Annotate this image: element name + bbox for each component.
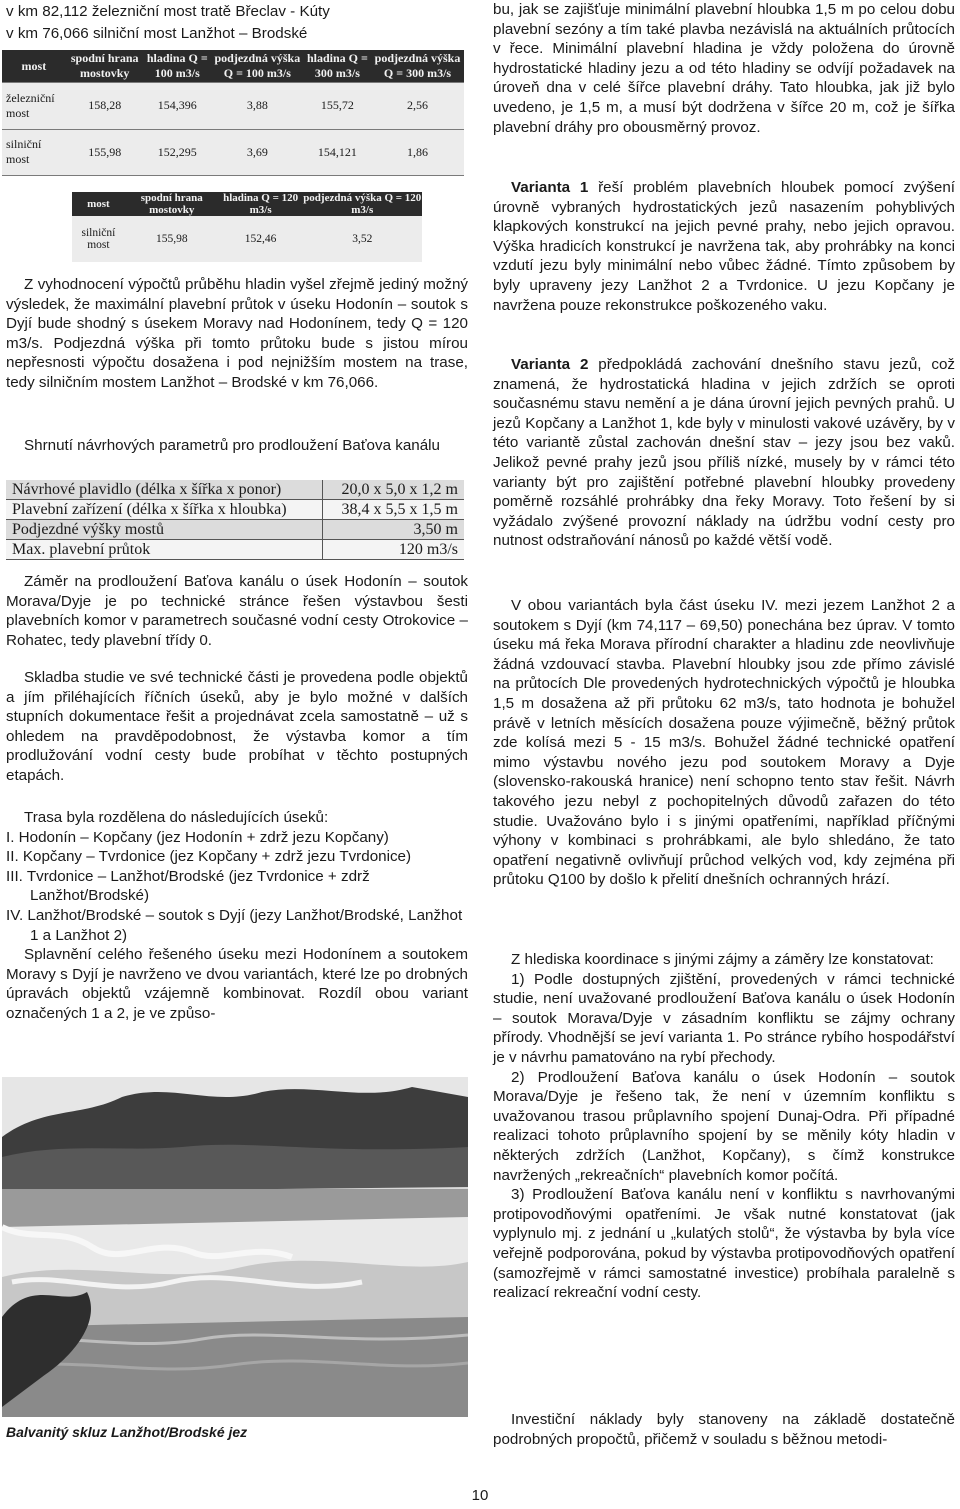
list-item: 3) Prodloužení Baťova kanálu není v konfliktu s navrhovanými protipovodňovými opatřeními. Je však nutné konstatovat (jak vyplynulo mj. z jednání u „kulatých stolů“, že výstavba by byla více veřejně podporována, pokud by výstavba protipovodňových opatření (samozřejmě v rámci samostatné investice) probíhala paralelně s realizací rekreační vodní cesty.: [493, 1186, 955, 1302]
table-row: [72, 216, 422, 262]
paragraph: Z vyhodnocení výpočtů průběhu hladin vyšel zřejmě jediný možný výsledek, že maximální plavební průtok v úseku Hodonín – soutok s Dyjí bude shodný s úsekem Moravy nad Hodonínem, tedy Q = 120 m3/s. Podjezdná výška při tomto průtoku bude s jistou mírou nepřesnosti výpočtu dosažena i pod nejnižším mostem na trase, tedy silničním mostem Lanžhot – Brodské v km 76,066.: [6, 276, 468, 391]
list-item: II. Kopčany – Tvrdonice (jez Kopčany + zdrž jezu Tvrdonice): [6, 848, 412, 866]
list-item: IV. Lanžhot/Brodské – soutok s Dyjí (jezy Lanžhot/Brodské, Lanžhot 1 a Lanžhot 2): [6, 906, 463, 944]
table-cell: 3,69: [211, 129, 304, 176]
paragraph: V obou variantách byla část úseku IV. mezi jezem Lanžhot 2 a soutokem s Dyjí (km 74,117 – 69,50) ponechána bez úprav. V tomto úseku má řeka Morava přírodní charakter a hladinu zde neovlivňuje žádná vzdouvací stavba. Plavební hloubky jsou zde přímo závislé na průtocích Dle provedených hydrotechnických výpočtů je hloubka 1,5 m dosažena až při průtoku 62 m3/s, tato hodnota je bohužel právě v letních měsících dosažena pouze výjimečně, běžný průtok zde kolísá mezi 5 - 15 m3/s. Bohužel žádné technické opatření mimo výstavbu nového jezu pod soutokem Moravy a Dyje (slovensko-rakouská hranice) není schopno tento stav řešit. Návrh takového jezu nebyl z pochopitelných důvodů zařazen do této studie. Uvažováno bylo i s jinými opatřeními, například příčnými výhony v kombinaci s prohrábkami, ale bylo shledáno, že tato opatření negativně ovlivňují průchod velkých vod, kdy zejména při průtoku Q100 by došlo k přelití dnešních ochranných hrází.: [493, 597, 955, 889]
table-cell: 120 m3/s: [322, 540, 464, 560]
weir-photo: [2, 1077, 468, 1417]
weir-photo-image: [2, 1077, 468, 1417]
list-item: III. Tvrdonice – Lanžhot/Brodské (jez Tvrdonice + zdrž Lanžhot/Brodské): [6, 867, 370, 905]
list-item: 1) Podle dostupných zjištění, provedených v rámci technické studie, není uvažované prodloužení Baťova kanálu o úsek Hodonín – soutok Morava/Dyje v zásadním konfliktu se zájmy ochrany přírody. Vhodnější se jeví varianta 1. Po stránce rybího hospodářství je v návrhu pamatováno na rybí přechody.: [493, 970, 955, 1066]
list-item: 2) Prodloužení Baťova kanálu o úsek Hodonín – soutok Morava/Dyje je řešeno tak, že není v územním konfliktu s uvažovanou trasou průplavního spojení Dunaj-Odra. Při případné realizaci tohoto průplavního spojení by se měnily kóty hladin v některých zdržích (Lanžhot, Kopčany), s čímž konstrukce navržených „rekreačních“ plavebních komor počítá.: [493, 1068, 955, 1184]
paragraph: bu, jak se zajišťuje minimální plavební hloubka 1,5 m po celou dobu plavební sezóny a tím také plavba nezávislá na aktuálních průtocích v řece. Minimální plavební hladina je vždy položena do úrovně hydrostatické hladiny jezu a od této hladiny se odvíjí požadavek na úroveň dna v celé šířce plavební dráhy. Tato hloubka, jak již bylo uvedeno, je 1,5 m, a musí být dodržena v šířce 20 m, což je šířka plavební dráhy pro obousměrný provoz.: [493, 1, 955, 136]
table-cell: 38,4 x 5,5 x 1,5 m: [322, 500, 464, 520]
left-list-block: [6, 808, 468, 1024]
right-paragraph-4: [493, 596, 955, 890]
table-cell: 155,72: [304, 83, 371, 130]
table-cell: 1,86: [371, 129, 464, 176]
variant-2-text: předpokládá zachování dnešního stavu jezů, což znamená, že hydrostatická hladina v jejich zdržích se oproti současnému stavu nemění a je dána úrovní jejich pevných prahů. U jezů Kopčany a Lanžhot 1, kde byly v minulosti vakové uzávěry, by v této variantě zůstal zachován dnešní stav – jezy jsou bez vaků. Jelikož pevné prahy jezů jsou příliš nízké, musely by v rámci této varianty být pro zajištění potřebné plavební hloubky provedeny poměrně rozsáhlé prohrábky dna řeky Moravy. Toto řešení by si vyžádalo zvýšené provozní náklady na údržbu vodní cesty pro nutnost odstraňování nánosů po každé větší vodě.: [493, 356, 955, 550]
th-hladina-120: hladina Q = 120 m3/s: [219, 192, 303, 216]
page-number: 10: [471, 1487, 489, 1504]
th-spodni-hrana: spodní hrana mostovky: [125, 192, 219, 216]
th-hladina-100: hladina Q = 100 m3/s: [144, 50, 211, 83]
paragraph: Z hlediska koordinace s jinými zájmy a záměry lze konstatovat:: [511, 951, 934, 968]
table-cell: 152,295: [144, 129, 211, 176]
right-variant-1: [493, 178, 955, 315]
th-spodni-hrana: spodní hrana mostovky: [66, 50, 144, 83]
summary-title: Shrnutí návrhových parametrů pro prodloužení Baťova kanálu: [24, 437, 441, 454]
right-variant-2: [493, 355, 955, 551]
table-cell: 2,56: [371, 83, 464, 130]
table-cell: 3,50 m: [322, 520, 464, 540]
right-paragraph-5: [493, 950, 955, 1303]
table-cell: železniční most: [2, 83, 66, 130]
table-cell: 3,52: [303, 216, 423, 262]
table-row: [2, 129, 464, 176]
bridge-table-2: [72, 192, 422, 262]
table-cell: 20,0 x 5,0 x 1,2 m: [322, 480, 464, 500]
left-column: [6, 0, 468, 43]
left-paragraph-1: [6, 275, 468, 393]
table-cell: Plavební zařízení (délka x šířka x hloubka): [6, 500, 322, 520]
paragraph: Splavnění celého řešeného úseku mezi Hodonínem a soutokem Moravy s Dyjí je navrženo ve dvou variantách, které lze po drobných úpravách objektů vzájemně kombinovat. Rozdíl obou variant označených 1 a 2, je ve způso-: [6, 946, 468, 1022]
table-cell: 154,121: [304, 129, 371, 176]
th-most: most: [2, 50, 66, 83]
paragraph: Investiční náklady byly stanoveny na základě dostatečně podrobných propočtů, přičemž v souladu s běžnou metodi-: [493, 1411, 955, 1448]
table-cell: 155,98: [66, 129, 144, 176]
variant-2-label: Varianta 2: [511, 356, 589, 373]
table-cell: silniční most: [72, 216, 125, 262]
th-podjezdna-100: podjezdná výška Q = 100 m3/s: [211, 50, 304, 83]
table-cell: 158,28: [66, 83, 144, 130]
bridge-table-1: [2, 50, 464, 176]
table-row: [6, 520, 464, 540]
table-cell: Max. plavební průtok: [6, 540, 322, 560]
left-paragraph-2: [6, 572, 468, 650]
photo-caption: Balvanitý skluz Lanžhot/Brodské jez: [6, 1424, 248, 1440]
table-cell: silniční most: [2, 129, 66, 176]
table-row: [6, 500, 464, 520]
table-row: [6, 480, 464, 500]
table-row: [2, 83, 464, 130]
left-paragraph-3: [6, 668, 468, 786]
table-cell: Podjezdné výšky mostů: [6, 520, 322, 540]
right-paragraph-1: [493, 0, 955, 137]
table-cell: 3,88: [211, 83, 304, 130]
variant-1-label: Varianta 1: [511, 179, 589, 196]
header-line-2: v km 76,066 silniční most Lanžhot – Brodské: [6, 24, 308, 42]
list-intro: Trasa byla rozdělena do následujících úseků:: [24, 809, 329, 826]
table-cell: 155,98: [125, 216, 219, 262]
list-item: I. Hodonín – Kopčany (jez Hodonín + zdrž jezu Kopčany): [6, 828, 389, 846]
table-cell: 152,46: [219, 216, 303, 262]
paragraph: Skladba studie ve své technické části je provedena podle objektů a jím přiléhajících říčních úseků, aby je bylo možné v dalších stupních dokumentace řešit a projednávat zcela samostatně – už s ohledem na pravděpodobnost, že výstavba komor a tím prodlužování vodní cesty bude probíhat v těchto postupných etapách.: [6, 669, 468, 784]
variant-1-text: řeší problém plavebních hloubek pomocí zvýšení úrovně vybraných hydrostatických jezů nasazením pohyblivých klapkových konstrukcí na jejich pevné prahy, nebo jejich opravou. Výška hradicích konstrukcí je navržena tak, aby prohrábky na konci vzdutí jezu byly minimální nebo vůbec žádné. Tímto způsobem by byly upraveny jezy Lanžhot 2 a Tvrdonice. U jezu Kopčany je navržena pouze rekonstrukce poškozeného vaku.: [493, 179, 955, 314]
table-row: [6, 540, 464, 560]
summary-title-block: [6, 436, 468, 456]
th-podjezdna-120: podjezdná výška Q = 120 m3/s: [303, 192, 422, 216]
table-cell: 154,396: [144, 83, 211, 130]
table-cell: Návrhové plavidlo (délka x šířka x ponor): [6, 480, 322, 500]
th-most: most: [72, 192, 125, 216]
summary-params-table: [6, 480, 464, 560]
th-hladina-300: hladina Q = 300 m3/s: [304, 50, 371, 83]
right-paragraph-6: [493, 1410, 955, 1449]
paragraph: Záměr na prodloužení Baťova kanálu o úsek Hodonín – soutok Morava/Dyje je po technické stránce řešen výstavbou šesti plavebních komor v parametrech současné vodní cesty Otrokovice – Rohatec, tedy plavební třídy 0.: [6, 573, 468, 649]
th-podjezdna-300: podjezdná výška Q = 300 m3/s: [371, 50, 464, 83]
header-line-1: v km 82,112 železniční most tratě Břeclav - Kúty: [6, 3, 330, 20]
